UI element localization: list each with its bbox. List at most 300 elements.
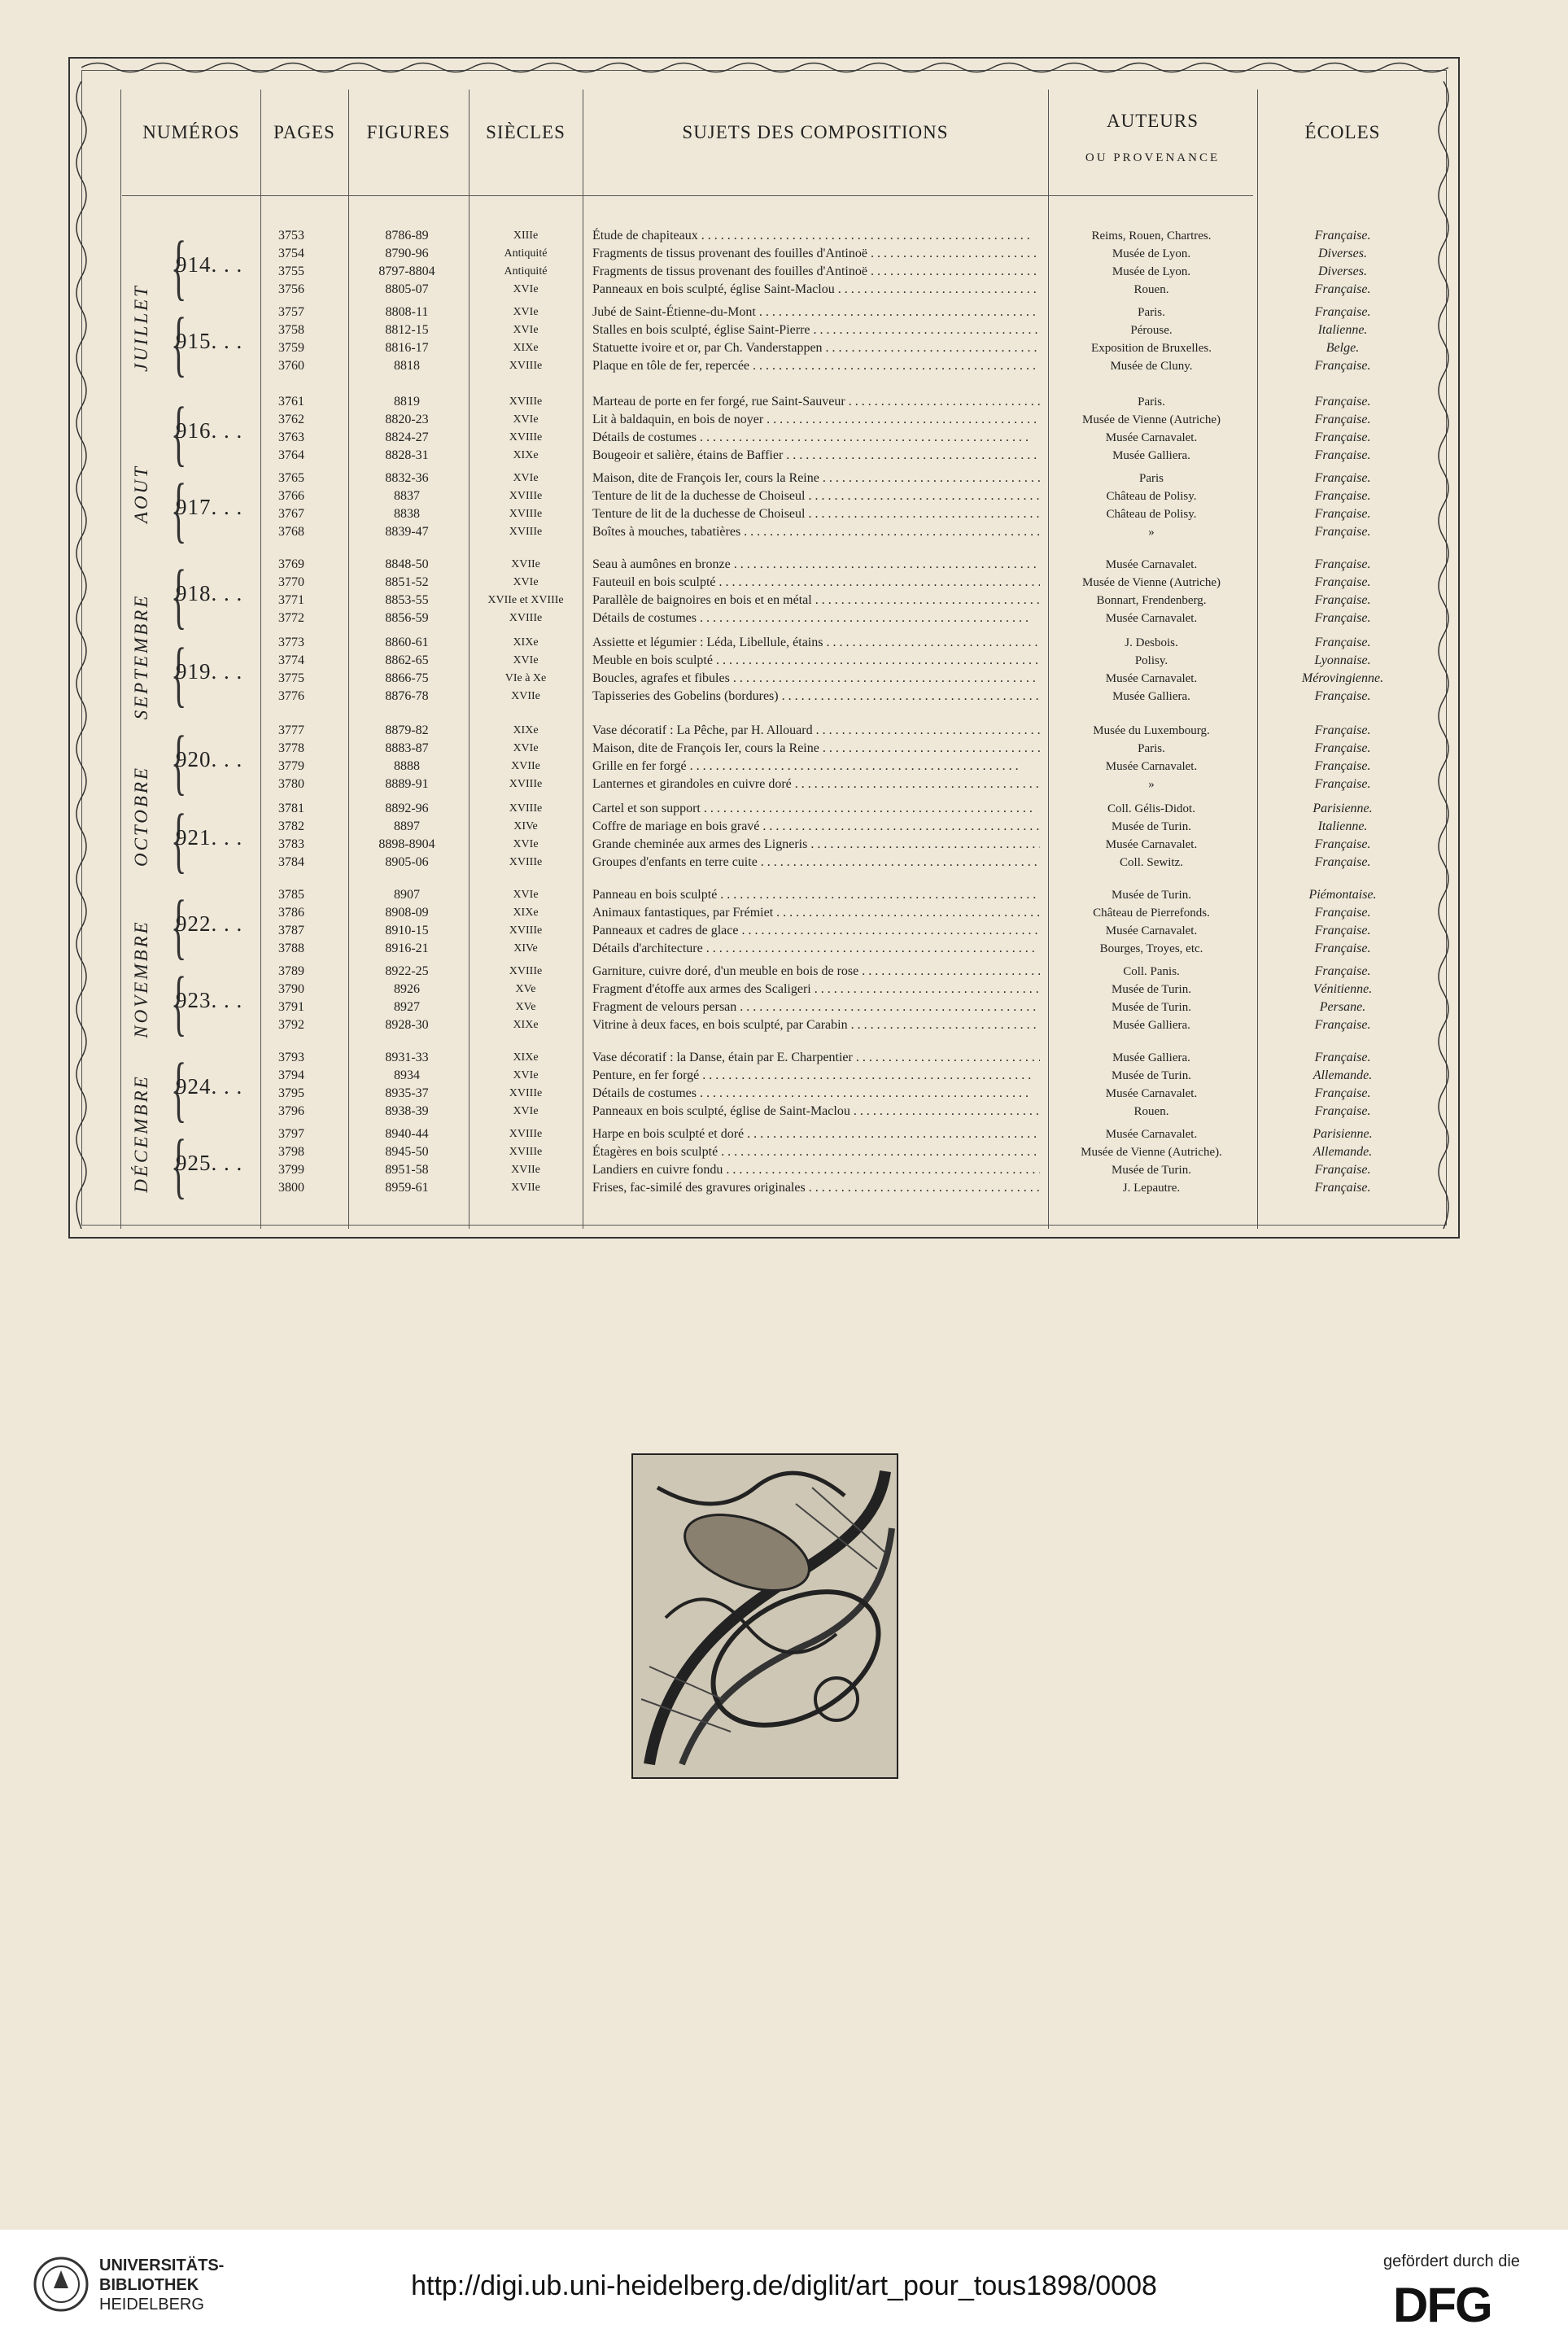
row-siecle: XVIIIe: [509, 490, 543, 502]
row-sujet: Fragment de velours persan . . .: [592, 999, 1040, 1016]
row-figure: 8951-58: [385, 1163, 429, 1177]
row-siecle: XVIIIe: [509, 360, 543, 372]
row-siecle: XVIIIe: [509, 778, 543, 790]
row-figure: 8938-39: [385, 1104, 429, 1118]
row-auteur: Coll. Panis.: [1123, 965, 1180, 978]
row-auteur: Bonnart, Frendenberg.: [1096, 594, 1207, 607]
row-figure: 8935-37: [385, 1086, 429, 1100]
row-ecole: Allemande.: [1312, 1068, 1373, 1082]
month-label: DÉCEMBRE: [131, 1074, 151, 1193]
row-siecle: XVIe: [513, 1105, 539, 1117]
row-sujet: Boucles, agrafes et fibules . . .: [592, 671, 1040, 687]
row-figure: 8926: [394, 982, 420, 996]
row-page: 3755: [278, 264, 304, 278]
row-page: 3771: [278, 593, 304, 607]
row-page: 3778: [278, 741, 304, 755]
row-ecole: Belge.: [1326, 341, 1360, 355]
row-ecole: Française.: [1314, 741, 1371, 755]
row-siecle: XVIe: [513, 838, 539, 850]
row-sujet: Statuette ivoire et or, par Ch. Vanderstappen . . .: [592, 340, 1040, 356]
row-sujet: Détails d'architecture . . .: [592, 941, 1040, 957]
row-auteur: Coll. Sewitz.: [1120, 856, 1183, 869]
row-ecole: Française.: [1314, 1104, 1371, 1118]
row-page: 3756: [278, 282, 304, 296]
row-sujet: Lanternes et girandoles en cuivre doré . . .: [592, 776, 1040, 793]
row-ecole: Piémontaise.: [1308, 888, 1377, 902]
row-figure: 8816-17: [385, 341, 429, 355]
issue-number: 924. . .: [176, 1074, 243, 1099]
row-auteur: Polisy.: [1134, 654, 1168, 667]
row-page: 3773: [278, 636, 304, 649]
row-ecole: Française.: [1314, 557, 1371, 571]
row-ecole: Française.: [1314, 359, 1371, 373]
row-page: 3788: [278, 942, 304, 955]
row-ecole: Française.: [1314, 395, 1371, 409]
brace-glyph: {: [170, 722, 187, 802]
row-auteur: Château de Pierrefonds.: [1093, 907, 1210, 920]
vignette-engraving: [633, 1455, 897, 1777]
row-auteur: Musée Carnavalet.: [1105, 838, 1198, 851]
row-ecole: Française.: [1314, 942, 1371, 955]
row-figure: 8888: [394, 759, 420, 773]
issue-number: 923. . .: [176, 988, 243, 1012]
row-figure: 8876-78: [385, 689, 429, 703]
row-siecle: XVIIIe: [509, 965, 543, 977]
brace-glyph: {: [170, 304, 187, 384]
header-provenance: OU PROVENANCE: [1085, 151, 1221, 164]
row-figure: 8905-06: [385, 855, 429, 869]
row-siecle: XVIe: [513, 283, 539, 295]
row-ecole: Française.: [1314, 924, 1371, 937]
row-siecle: XVIIIe: [509, 802, 543, 815]
row-ecole: Française.: [1314, 305, 1371, 319]
row-ecole: Persane.: [1319, 1000, 1366, 1014]
row-figure: 8853-55: [385, 593, 429, 607]
row-auteur: Paris.: [1138, 742, 1165, 755]
row-page: 3798: [278, 1145, 304, 1159]
row-sujet: Parallèle de baignoires en bois et en métal . . .: [592, 592, 1040, 609]
row-sujet: Vase décoratif : La Pêche, par H. Allouard . . .: [592, 723, 1040, 739]
row-siecle: XVIIIe: [509, 856, 543, 868]
row-sujet: Animaux fantastiques, par Frémiet . . .: [592, 905, 1040, 921]
row-auteur: Exposition de Bruxelles.: [1091, 342, 1212, 355]
row-ecole: Française.: [1314, 525, 1371, 539]
row-figure: 8819: [394, 395, 420, 409]
row-ecole: Italienne.: [1317, 819, 1368, 833]
row-auteur: Musée Galliera.: [1112, 449, 1190, 462]
row-ecole: Française.: [1314, 575, 1371, 589]
row-auteur: Château de Polisy.: [1106, 490, 1197, 503]
row-page: 3793: [278, 1051, 304, 1064]
row-siecle: XVIe: [513, 324, 539, 336]
row-auteur: Château de Polisy.: [1106, 508, 1197, 521]
row-siecle: XVIIIe: [509, 395, 543, 408]
row-ecole: Lyonnaise.: [1314, 653, 1371, 667]
brace-glyph: {: [170, 963, 187, 1043]
row-page: 3783: [278, 837, 304, 851]
row-ecole: Allemande.: [1312, 1145, 1373, 1159]
issue-number: 925. . .: [176, 1151, 243, 1175]
brace-glyph: {: [170, 1125, 187, 1206]
uni-line-3: HEIDELBERG: [99, 2296, 204, 2314]
row-siecle: XIVe: [513, 820, 538, 832]
row-ecole: Vénitienne.: [1312, 982, 1373, 996]
row-auteur: Musée de Turin.: [1112, 983, 1191, 996]
row-page: 3789: [278, 964, 304, 978]
row-page: 3775: [278, 671, 304, 685]
row-ecole: Française.: [1314, 777, 1371, 791]
row-auteur: Musée Carnavalet.: [1105, 612, 1198, 625]
row-auteur: Musée Carnavalet.: [1105, 558, 1198, 571]
row-sujet: Vitrine à deux faces, en bois sculpté, par Carabin . . .: [592, 1017, 1040, 1033]
row-sujet: Cartel et son support . . .: [592, 801, 1040, 817]
header-siecles: SIÈCLES: [486, 122, 566, 142]
row-page: 3769: [278, 557, 304, 571]
ornamental-vignette: [631, 1453, 898, 1779]
row-figure: 8910-15: [385, 924, 429, 937]
row-sujet: Maison, dite de François Ier, cours la Reine . . .: [592, 470, 1040, 487]
row-figure: 8808-11: [385, 305, 429, 319]
row-sujet: Panneaux en bois sculpté, église de Saint-Maclou . . .: [592, 1103, 1040, 1120]
row-figure: 8927: [394, 1000, 420, 1014]
dfg-logo: DFG: [1393, 2278, 1492, 2332]
row-ecole: Mérovingienne.: [1301, 671, 1384, 685]
row-siecle: XVIIe: [511, 760, 540, 772]
row-sujet: Fragments de tissus provenant des fouilles d'Antinoë . . .: [592, 264, 1040, 280]
row-figure: 8805-07: [385, 282, 429, 296]
row-siecle: XIXe: [513, 724, 539, 736]
row-figure: 8851-52: [385, 575, 429, 589]
row-figure: 8892-96: [385, 802, 429, 815]
row-page: 3784: [278, 855, 304, 869]
issue-number: 922. . .: [176, 911, 243, 936]
brace-glyph: {: [170, 634, 187, 714]
row-page: 3758: [278, 323, 304, 337]
header-pages: PAGES: [273, 122, 335, 142]
row-figure: 8907: [394, 888, 420, 902]
row-siecle: XVIe: [513, 889, 539, 901]
row-ecole: Française.: [1314, 689, 1371, 703]
row-ecole: Française.: [1314, 282, 1371, 296]
row-sujet: Détails de costumes . . .: [592, 430, 1040, 446]
row-auteur: Musée Carnavalet.: [1105, 1087, 1198, 1100]
row-page: 3762: [278, 413, 304, 426]
row-ecole: Française.: [1314, 593, 1371, 607]
row-figure: 8959-61: [385, 1181, 429, 1195]
row-auteur: Musée Galliera.: [1112, 690, 1190, 703]
row-siecle: XVIIe et XVIIIe: [487, 594, 564, 606]
row-ecole: Diverses.: [1318, 247, 1367, 260]
row-page: 3772: [278, 611, 304, 625]
row-auteur: Reims, Rouen, Chartres.: [1091, 229, 1212, 243]
row-auteur: Musée Carnavalet.: [1105, 760, 1198, 773]
issue-number: 919. . .: [176, 659, 243, 684]
row-auteur: Musée Galliera.: [1112, 1019, 1190, 1032]
row-page: 3782: [278, 819, 304, 833]
row-sujet: Tenture de lit de la duchesse de Choiseul . . .: [592, 488, 1040, 505]
row-ecole: Diverses.: [1318, 264, 1367, 278]
row-auteur: Musée Carnavalet.: [1105, 431, 1198, 444]
row-page: 3766: [278, 489, 304, 503]
row-siecle: XVe: [515, 1001, 536, 1013]
row-auteur: »: [1148, 526, 1155, 539]
row-sujet: Bougeoir et salière, étains de Baffier . . .: [592, 448, 1040, 464]
row-figure: 8866-75: [385, 671, 429, 685]
row-siecle: XVIIe: [511, 558, 540, 570]
brace-glyph: {: [170, 556, 187, 636]
row-auteur: J. Lepautre.: [1122, 1182, 1181, 1195]
row-sujet: Détails de costumes . . .: [592, 1086, 1040, 1102]
uni-line-1: UNIVERSITÄTS-: [99, 2257, 225, 2274]
row-auteur: Pérouse.: [1130, 324, 1173, 337]
row-ecole: Française.: [1314, 489, 1371, 503]
row-figure: 8862-65: [385, 653, 429, 667]
row-sujet: Maison, dite de François Ier, cours la Reine . . .: [592, 741, 1040, 757]
row-figure: 8812-15: [385, 323, 429, 337]
header-ecoles: ÉCOLES: [1304, 122, 1381, 142]
row-ecole: Italienne.: [1317, 323, 1368, 337]
row-page: 3763: [278, 430, 304, 444]
row-figure: 8839-47: [385, 525, 429, 539]
row-figure: 8916-21: [385, 942, 429, 955]
row-page: 3761: [278, 395, 304, 409]
row-ecole: Française.: [1314, 448, 1371, 462]
row-auteur: Rouen.: [1133, 283, 1169, 296]
row-figure: 8856-59: [385, 611, 429, 625]
uni-line-2: BIBLIOTHEK: [99, 2276, 199, 2294]
vine-ornament-top: [81, 59, 1448, 76]
column-divider: [1257, 90, 1258, 1229]
brace-glyph: {: [170, 470, 187, 550]
row-auteur: Bourges, Troyes, etc.: [1099, 942, 1203, 955]
row-siecle: XIXe: [513, 1051, 539, 1064]
issue-number: 917. . .: [176, 495, 243, 519]
row-siecle: XIXe: [513, 636, 539, 649]
row-ecole: Française.: [1314, 723, 1371, 737]
row-page: 3781: [278, 802, 304, 815]
row-sujet: Tenture de lit de la duchesse de Choiseul . . .: [592, 506, 1040, 522]
row-auteur: Rouen.: [1133, 1105, 1169, 1118]
row-sujet: Étagères en bois sculpté . . .: [592, 1144, 1040, 1160]
row-figure: 8934: [394, 1068, 420, 1082]
row-siecle: XIIIe: [513, 229, 539, 242]
row-siecle: XVIe: [513, 1069, 539, 1081]
row-ecole: Française.: [1314, 1181, 1371, 1195]
row-siecle: XVIIIe: [509, 612, 543, 624]
row-page: 3754: [278, 247, 304, 260]
row-sujet: Panneaux en bois sculpté, église Saint-Maclou . . .: [592, 282, 1040, 298]
row-figure: 8898-8904: [378, 837, 435, 851]
row-page: 3774: [278, 653, 304, 667]
row-siecle: XVe: [515, 983, 536, 995]
row-siecle: XVIIIe: [509, 1128, 543, 1140]
column-divider: [469, 90, 470, 1229]
row-sujet: Groupes d'enfants en terre cuite . . .: [592, 854, 1040, 871]
issue-number: 921. . .: [176, 825, 243, 850]
vine-ornament-right: [1434, 81, 1453, 1229]
row-figure: 8897: [394, 819, 420, 833]
row-page: 3777: [278, 723, 304, 737]
vine-ornament-left: [72, 81, 91, 1229]
row-sujet: Fragment d'étoffe aux armes des Scaligeri . . .: [592, 981, 1040, 998]
column-divider: [1048, 90, 1049, 1229]
issue-number: 915. . .: [176, 329, 243, 353]
source-url-link[interactable]: http://digi.ub.uni-heidelberg.de/diglit/art_pour_tous1898/0008: [411, 2270, 1157, 2301]
row-auteur: Musée Carnavalet.: [1105, 1128, 1198, 1141]
row-figure: 8931-33: [385, 1051, 429, 1064]
row-siecle: XVIe: [513, 413, 539, 426]
row-ecole: Française.: [1314, 430, 1371, 444]
row-auteur: »: [1148, 778, 1155, 791]
row-ecole: Française.: [1314, 1163, 1371, 1177]
row-auteur: Musée de Vienne (Autriche).: [1081, 1146, 1222, 1159]
brace-glyph: {: [170, 886, 187, 967]
row-sujet: Fauteuil en bois sculpté . . .: [592, 575, 1040, 591]
row-siecle: XVIe: [513, 654, 539, 666]
row-sujet: Jubé de Saint-Étienne-du-Mont . . .: [592, 304, 1040, 321]
row-siecle: XVIIe: [511, 690, 540, 702]
row-figure: 8860-61: [385, 636, 429, 649]
row-sujet: Landiers en cuivre fondu . . .: [592, 1162, 1040, 1178]
row-ecole: Française.: [1314, 471, 1371, 485]
row-auteur: Musée de Cluny.: [1110, 360, 1193, 373]
row-auteur: Musée de Turin.: [1112, 1069, 1191, 1082]
row-ecole: Française.: [1314, 759, 1371, 773]
issue-number: 914. . .: [176, 252, 243, 277]
row-ecole: Française.: [1314, 507, 1371, 521]
issue-number: 918. . .: [176, 581, 243, 605]
row-sujet: Harpe en bois sculpté et doré . . .: [592, 1126, 1040, 1143]
column-divider: [348, 90, 349, 1229]
row-sujet: Seau à aumônes en bronze . . .: [592, 557, 1040, 573]
row-auteur: Paris: [1139, 472, 1164, 485]
row-page: 3786: [278, 906, 304, 920]
issue-number: 916. . .: [176, 418, 243, 443]
row-figure: 8790-96: [385, 247, 429, 260]
row-sujet: Plaque en tôle de fer, repercée . . .: [592, 358, 1040, 374]
row-figure: 8889-91: [385, 777, 429, 791]
row-siecle: VIe à Xe: [504, 672, 547, 684]
row-ecole: Française.: [1314, 855, 1371, 869]
row-sujet: Frises, fac-similé des gravures originales . . .: [592, 1180, 1040, 1196]
row-page: 3776: [278, 689, 304, 703]
row-figure: 8797-8804: [378, 264, 435, 278]
row-figure: 8945-50: [385, 1145, 429, 1159]
row-sujet: Grille en fer forgé . . .: [592, 758, 1040, 775]
row-sujet: Garniture, cuivre doré, d'un meuble en bois de rose . . .: [592, 963, 1040, 980]
row-siecle: XVIIIe: [509, 526, 543, 538]
row-auteur: Musée de Lyon.: [1112, 265, 1191, 278]
row-ecole: Parisienne.: [1312, 1127, 1373, 1141]
row-figure: 8832-36: [385, 471, 429, 485]
row-siecle: XVIIIe: [509, 1087, 543, 1099]
row-sujet: Penture, en fer forgé . . .: [592, 1068, 1040, 1084]
row-ecole: Française.: [1314, 906, 1371, 920]
row-siecle: XVIe: [513, 576, 539, 588]
row-siecle: XVIIIe: [509, 508, 543, 520]
row-page: 3799: [278, 1163, 304, 1177]
row-siecle: XVIe: [513, 306, 539, 318]
row-figure: 8786-89: [385, 229, 429, 243]
row-figure: 8848-50: [385, 557, 429, 571]
row-siecle: XIXe: [513, 907, 539, 919]
row-auteur: J. Desbois.: [1125, 636, 1178, 649]
row-sujet: Stalles en bois sculpté, église Saint-Pierre . . .: [592, 322, 1040, 339]
row-auteur: Paris.: [1138, 306, 1165, 319]
row-siecle: XVIIIe: [509, 1146, 543, 1158]
header-auteurs: AUTEURS: [1106, 111, 1199, 131]
row-figure: 8883-87: [385, 741, 429, 755]
row-auteur: Coll. Gélis-Didot.: [1107, 802, 1195, 815]
row-siecle: XIXe: [513, 1019, 539, 1031]
row-ecole: Française.: [1314, 413, 1371, 426]
row-page: 3787: [278, 924, 304, 937]
row-figure: 8922-25: [385, 964, 429, 978]
row-figure: 8928-30: [385, 1018, 429, 1032]
brace-glyph: {: [170, 800, 187, 880]
row-page: 3791: [278, 1000, 304, 1014]
row-sujet: Panneau en bois sculpté . . .: [592, 887, 1040, 903]
row-siecle: XIXe: [513, 449, 539, 461]
row-ecole: Française.: [1314, 229, 1371, 243]
row-figure: 8828-31: [385, 448, 429, 462]
month-label: JUILLET: [131, 284, 151, 372]
row-figure: 8837: [394, 489, 420, 503]
row-siecle: XVIIIe: [509, 924, 543, 937]
header-sujets: SUJETS DES COMPOSITIONS: [682, 122, 949, 142]
row-sujet: Boîtes à mouches, tabatières . . .: [592, 524, 1040, 540]
row-page: 3753: [278, 229, 304, 243]
row-ecole: Parisienne.: [1312, 802, 1373, 815]
month-label: OCTOBRE: [131, 765, 151, 867]
row-siecle: XVIIIe: [509, 431, 543, 443]
row-figure: 8879-82: [385, 723, 429, 737]
row-ecole: Française.: [1314, 1086, 1371, 1100]
row-ecole: Française.: [1314, 964, 1371, 978]
row-page: 3790: [278, 982, 304, 996]
row-ecole: Française.: [1314, 611, 1371, 625]
row-sujet: Tapisseries des Gobelins (bordures) . . .: [592, 688, 1040, 705]
row-page: 3785: [278, 888, 304, 902]
brace-glyph: {: [170, 393, 187, 474]
row-page: 3796: [278, 1104, 304, 1118]
row-page: 3767: [278, 507, 304, 521]
row-auteur: Musée Carnavalet.: [1105, 672, 1198, 685]
row-auteur: Musée de Turin.: [1112, 1164, 1191, 1177]
row-figure: 8940-44: [385, 1127, 429, 1141]
row-siecle: XVIIe: [511, 1182, 540, 1194]
row-siecle: Antiquité: [504, 265, 548, 277]
brace-glyph: {: [170, 227, 187, 308]
header-figures: FIGURES: [366, 122, 451, 142]
row-auteur: Musée de Vienne (Autriche): [1081, 576, 1221, 589]
header-rule: [122, 195, 1253, 196]
brace-glyph: {: [170, 1049, 187, 1129]
issue-number: 920. . .: [176, 747, 243, 771]
row-page: 3779: [278, 759, 304, 773]
row-figure: 8838: [394, 507, 420, 521]
row-siecle: XVIe: [513, 742, 539, 754]
row-sujet: Assiette et légumier : Léda, Libellule, étains . . .: [592, 635, 1040, 651]
row-page: 3764: [278, 448, 304, 462]
row-auteur: Musée de Turin.: [1112, 820, 1191, 833]
row-figure: 8908-09: [385, 906, 429, 920]
row-siecle: XVIIe: [511, 1164, 540, 1176]
row-sujet: Vase décoratif : la Danse, étain par E. Charpentier . . .: [592, 1050, 1040, 1066]
row-page: 3797: [278, 1127, 304, 1141]
row-page: 3800: [278, 1181, 304, 1195]
month-label: NOVEMBRE: [131, 920, 151, 1038]
